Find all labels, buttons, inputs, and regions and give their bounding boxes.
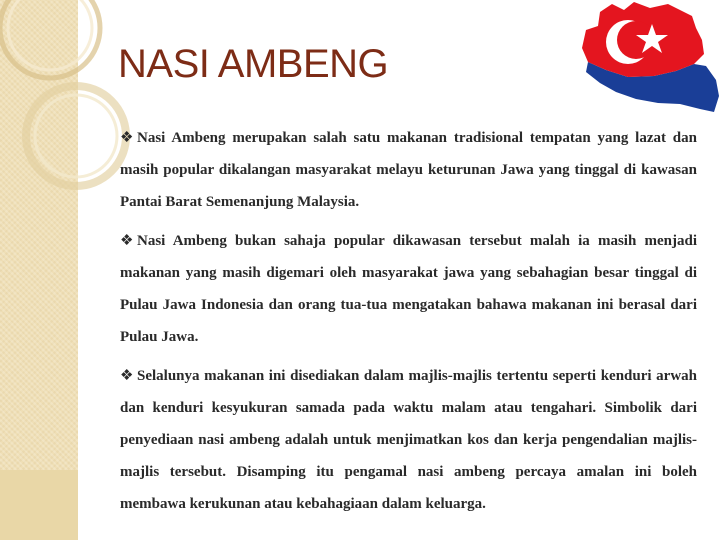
ring-top <box>0 0 100 78</box>
diamond-bullet-icon: ❖ <box>120 368 134 384</box>
slide-title: NASI AMBENG <box>118 42 389 86</box>
slide-body <box>120 122 697 527</box>
ring-middle <box>26 86 126 186</box>
paragraph-2-text: Nasi Ambeng bukan sahaja popular dikawasan tersebut malah ia masih menjadi makanan yang masih digemari oleh masyarakat jawa yang sebahagian besar tinggal di Pulau Jawa Indonesia dan orang tua-tua mengatakan bahawa makanan ini berasal dari Pulau Jawa. <box>120 233 697 345</box>
bullet-paragraph-3 <box>120 360 697 520</box>
diamond-bullet-icon: ❖ <box>120 130 134 146</box>
bullet-paragraph-1 <box>120 122 697 218</box>
bullet-paragraph-2 <box>120 225 697 353</box>
ring-middle-inner <box>35 95 117 177</box>
paragraph-3-text: Selalunya makanan ini disediakan dalam majlis-majlis tertentu seperti kenduri arwah dan kenduri kesyukuran samada pada waktu malam atau tengahari. Simbolik dari penyediaan nasi ambeng adalah untuk menjimatkan kos dan kerja pengendalian majlis-majlis tersebut. Disamping itu pengamal nasi ambeng percaya amalan ini boleh membawa kerukunan atau kebahagiaan dalam keluarga. <box>120 368 697 512</box>
ring-top-inner <box>8 0 92 70</box>
diamond-bullet-icon: ❖ <box>120 233 134 249</box>
johor-map-flag-icon <box>576 0 720 120</box>
side-band-lower <box>0 470 78 540</box>
paragraph-1-text: Nasi Ambeng merupakan salah satu makanan tradisional tempatan yang lazat dan masih popular dikalangan masyarakat melayu keturunan Jawa yang tinggal di kawasan Pantai Barat Semenanjung Malaysia. <box>120 130 697 210</box>
